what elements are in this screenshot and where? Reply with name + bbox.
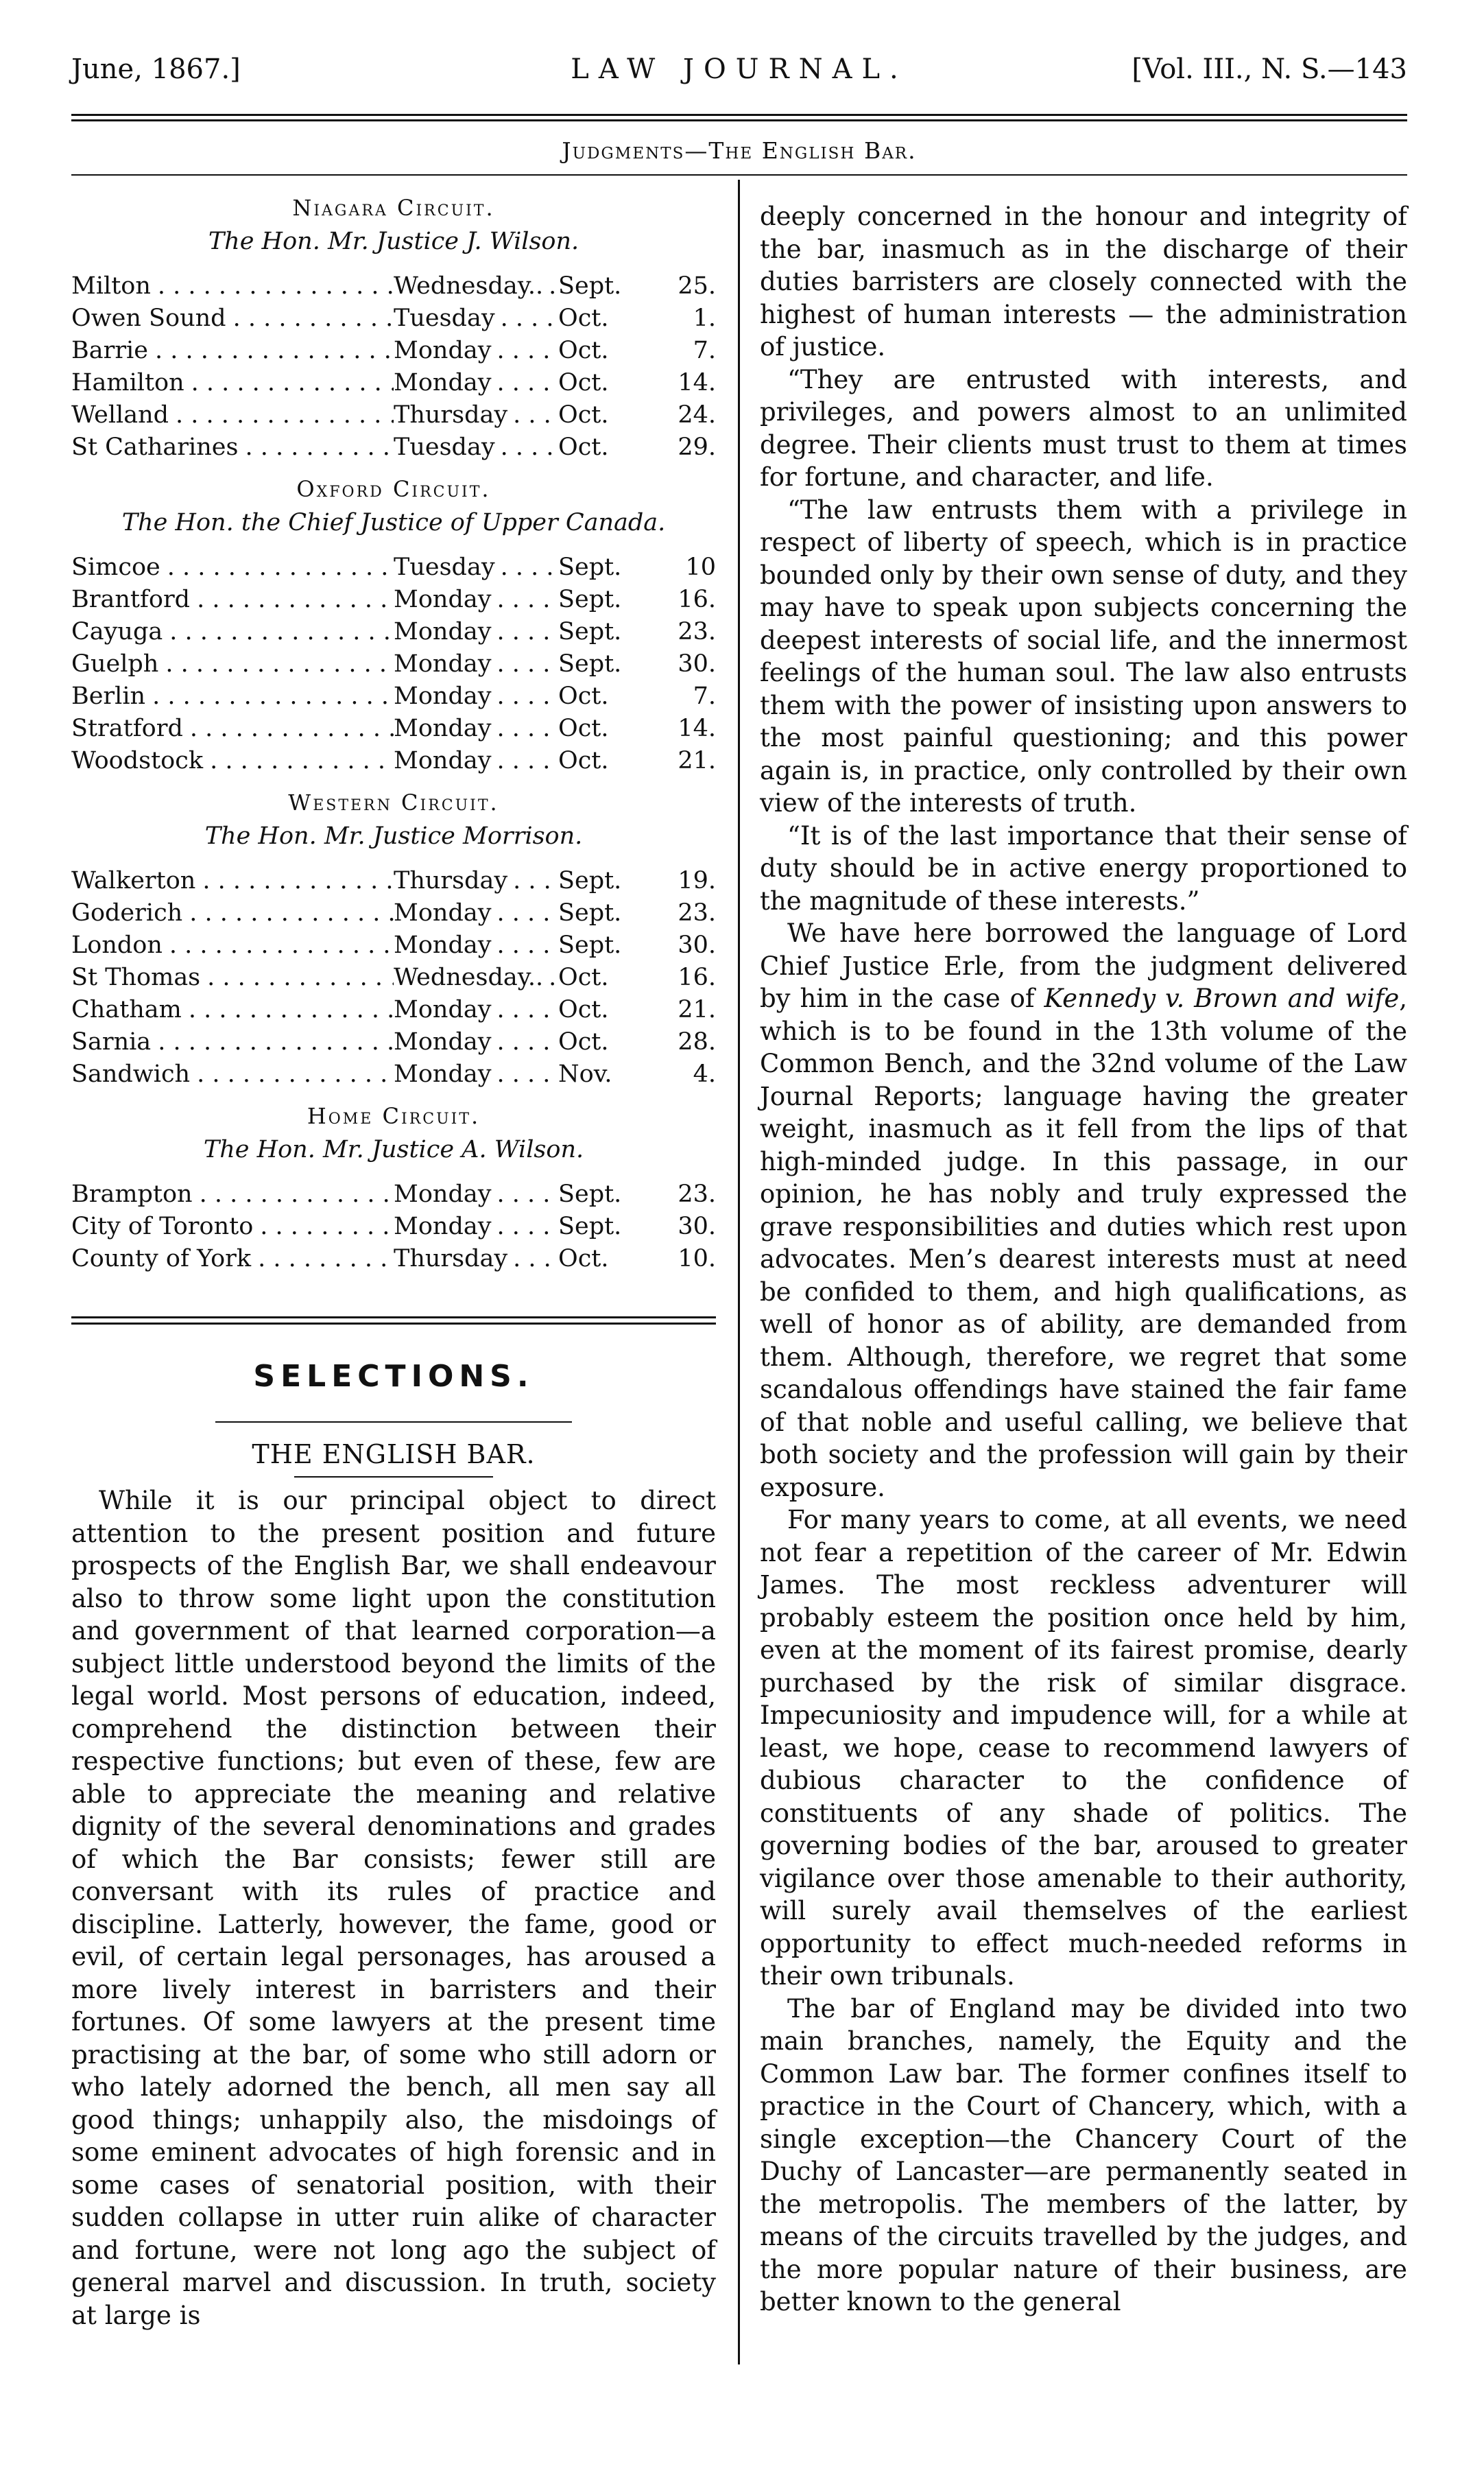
date: 16.	[678, 586, 716, 613]
separator-rule	[71, 1323, 716, 1325]
paragraph-text: We have here borrowed the language of Lord Chief Justice Erle, from the judgment delivered by him in the case of	[760, 918, 1407, 1013]
day: Monday	[394, 1213, 494, 1240]
month: Oct.	[558, 369, 609, 396]
section-head: Judgments—The English Bar.	[562, 137, 917, 164]
schedule-row	[71, 584, 716, 616]
article-paragraph: The bar of England may be divided into two main branches, namely, the Equity and the Common Law bar. The former confines itself to practice in the Court of Chancery, which, with a single exception—the Chancery Court of the Duchy of Lancaster—are permanently seated in the metropolis. The members of the latter, by means of the circuits travelled by the judges, and the more popular nature of their business, are better known to the general	[760, 1993, 1407, 2316]
running-head	[71, 48, 1407, 89]
place: Goderich	[71, 899, 185, 927]
schedule-row	[71, 1178, 716, 1211]
circuit-title: Western Circuit.	[288, 790, 499, 816]
paragraph-text: , which is to be found in the 13th volume of the Common Bench, and the 32nd volume of the Law Journal Reports; language having the greater weight, inasmuch as it fell from the lips of that high-minded judge. In this passage, in our opinion, he has nobly and truly expressed the grave responsibilities and duties which rest upon advocates. Men’s dearest interests must at need be confided to them, and high qualifications, as well of honor as of ability, are demanded from them. Although, therefore, we regret that some scandalous offendings have stained the fair fame of that noble and useful calling, we believe that both society and the profession will gain by their exposure.	[760, 984, 1408, 1502]
day: Monday	[394, 650, 494, 678]
date: 7.	[693, 337, 716, 364]
circuit-niagara	[71, 195, 716, 464]
header-rule	[71, 114, 1407, 116]
schedule-table	[71, 1178, 716, 1275]
place: Cayuga	[71, 618, 165, 645]
place: Sarnia	[71, 1028, 154, 1056]
day: Monday	[394, 586, 494, 613]
quotation-paragraph: “The law entrusts them with a privilege in respect of liberty of speech, which is in practice bounded only by their own sense of duty, and they may have to speak upon subjects concerning the deepest interests of social life, and the innermost feelings of the human soul. The law also entrusts them with the power of insisting upon answers to the most painful questioning; and this power again is, in practice, only controlled by their own view of the interests of truth.	[760, 495, 1407, 818]
date: 25.	[678, 272, 716, 300]
month: Oct.	[558, 683, 609, 710]
schedule-row	[71, 367, 716, 399]
schedule-row	[71, 897, 716, 929]
date: 29.	[678, 434, 716, 461]
separator-rule	[71, 1316, 716, 1318]
date: 21.	[678, 996, 716, 1023]
schedule-row	[71, 648, 716, 680]
month: Oct.	[558, 747, 609, 774]
circuit-judge: The Hon. Mr. Justice Morrison.	[204, 822, 583, 850]
place: Stratford	[71, 715, 186, 742]
month: Oct.	[558, 1028, 609, 1056]
day: Thursday	[394, 401, 510, 429]
schedule-row	[71, 1058, 716, 1091]
place: Woodstock	[71, 747, 206, 774]
month: Oct.	[558, 715, 609, 742]
day: Monday	[394, 932, 494, 959]
section-rule	[71, 174, 1407, 176]
month: Sept.	[558, 1213, 622, 1240]
day: Monday	[394, 715, 494, 742]
place: Hamilton	[71, 369, 187, 396]
date: 1.	[693, 305, 716, 332]
place: Simcoe	[71, 554, 163, 581]
month: Sept.	[558, 1181, 622, 1208]
day: Monday	[394, 899, 494, 927]
month: Sept.	[558, 867, 622, 894]
month: Sept.	[558, 932, 622, 959]
place: Berlin	[71, 683, 148, 710]
circuit-home	[71, 1103, 716, 1275]
circuit-western	[71, 790, 716, 1091]
month: Oct.	[558, 305, 609, 332]
quotation-paragraph: “They are entrusted with interests, and privileges, and powers almost to an unlimited degree. Their clients must trust to them at times for fortune, and character, and life.	[760, 364, 1407, 492]
schedule-table	[71, 270, 716, 464]
month: Sept.	[558, 554, 622, 581]
selections-heading: SELECTIONS.	[253, 1359, 534, 1394]
schedule-row	[71, 962, 716, 994]
date: 28.	[678, 1028, 716, 1056]
case-citation: Kennedy v. Brown and wife	[1044, 984, 1400, 1013]
month: Sept.	[558, 586, 622, 613]
month: Oct.	[558, 996, 609, 1023]
date: 4.	[693, 1060, 716, 1088]
article-paragraph: For many years to come, at all events, we need not fear a repetition of the career of Mr. Edwin James. The most reckless adventurer will probably esteem the position once held by him, even at the moment of its fairest promise, dearly purchased by the risk of similar disgrace. Impecuniosity and impudence will, for a while at least, we hope, cease to recommend lawyers of dubious character to the confidence of constituents of any shade of politics. The governing bodies of the bar, aroused to greater vigilance over those amenable to their authority, will surely avail themselves of the earliest opportunity to effect much-needed reforms in their own tribunals.	[760, 1505, 1407, 1991]
schedule-row	[71, 745, 716, 777]
schedule-row	[71, 994, 716, 1026]
day: Tuesday	[394, 554, 498, 581]
date: 23.	[678, 1181, 716, 1208]
date: 23.	[678, 618, 716, 645]
day: Thursday	[394, 1245, 510, 1272]
volume-page: [Vol. III., N. S.—143	[1132, 54, 1407, 85]
circuit-judge: The Hon. the Chief Justice of Upper Canada.	[121, 509, 666, 536]
schedule-table	[71, 865, 716, 1091]
article-paragraph: deeply concerned in the honour and integrity of the bar, inasmuch as in the discharge of their duties barristers are closely connected with the highest of human interests — the administration of justice.	[760, 202, 1407, 361]
place: Brampton	[71, 1181, 195, 1208]
circuit-title: Oxford Circuit.	[296, 476, 491, 502]
circuit-title: Home Circuit.	[307, 1103, 481, 1129]
month: Nov.	[558, 1060, 612, 1088]
month: Sept.	[558, 618, 622, 645]
section-separator	[71, 1316, 716, 1325]
day: Monday	[394, 683, 494, 710]
month: Oct.	[558, 434, 609, 461]
day: Monday	[394, 618, 494, 645]
schedule-row	[71, 865, 716, 897]
day: Monday	[394, 1181, 494, 1208]
schedule-row	[71, 680, 716, 713]
schedule-table	[71, 552, 716, 777]
circuit-title: Niagara Circuit.	[292, 195, 495, 221]
schedule-row	[71, 270, 716, 303]
article-title: THE ENGLISH BAR.	[252, 1439, 536, 1469]
place: Guelph	[71, 650, 161, 678]
day: Monday	[394, 337, 494, 364]
schedule-row	[71, 303, 716, 335]
left-column	[71, 191, 716, 2332]
circuit-oxford	[71, 476, 716, 777]
date: 21.	[678, 747, 716, 774]
circuit-judge: The Hon. Mr. Justice J. Wilson.	[208, 228, 579, 255]
day: Monday	[394, 996, 494, 1023]
date: 14.	[678, 369, 716, 396]
day: Tuesday	[394, 434, 498, 461]
selections-rule	[215, 1421, 572, 1423]
schedule-row	[71, 431, 716, 464]
day: Monday	[394, 369, 494, 396]
schedule-row	[71, 552, 716, 584]
day: Monday	[394, 1028, 494, 1056]
month: Sept.	[558, 899, 622, 927]
place: Owen Sound	[71, 305, 229, 332]
place: Barrie	[71, 337, 151, 364]
quotation-paragraph: “It is of the last importance that their sense of duty should be in active energy proportioned to the magnitude of these interests.”	[760, 820, 1407, 916]
place: Sandwich	[71, 1060, 193, 1088]
date: 14.	[678, 715, 716, 742]
schedule-row	[71, 1211, 716, 1243]
day: Wednesday..	[394, 272, 546, 300]
column-divider	[738, 180, 740, 2364]
schedule-row	[71, 1026, 716, 1058]
schedule-row	[71, 335, 716, 367]
month: Oct.	[558, 401, 609, 429]
day: Monday	[394, 1060, 494, 1088]
place: St Catharines	[71, 434, 241, 461]
date: 30.	[678, 1213, 716, 1240]
month: Oct.	[558, 337, 609, 364]
date: 19.	[678, 867, 716, 894]
schedule-row	[71, 929, 716, 962]
header-rule	[71, 119, 1407, 121]
place: Welland	[71, 401, 171, 429]
place: St Thomas	[71, 964, 203, 991]
month: Sept.	[558, 650, 622, 678]
date: 10	[685, 554, 716, 581]
place: Chatham	[71, 996, 184, 1023]
day: Monday	[394, 747, 494, 774]
day: Thursday	[394, 867, 510, 894]
date: 10.	[678, 1245, 716, 1272]
date: 16.	[678, 964, 716, 991]
circuit-judge: The Hon. Mr. Justice A. Wilson.	[203, 1136, 584, 1163]
date: 30.	[678, 932, 716, 959]
date: 24.	[678, 401, 716, 429]
month: Sept.	[558, 272, 622, 300]
month: Oct.	[558, 964, 609, 991]
schedule-row	[71, 399, 716, 431]
journal-title: LAW JOURNAL.	[571, 54, 908, 85]
place: Walkerton	[71, 867, 198, 894]
place: City of Toronto	[71, 1213, 256, 1240]
article-paragraph: While it is our principal object to direct attention to the present position and future prospects of the English Bar, we shall endeavour also to throw some light upon the constitution and government of that learned corporation—a subject little understood beyond the limits of the legal world. Most persons of education, indeed, comprehend the distinction between their respective functions; but even of these, few are able to appreciate the meaning and relative dignity of the several denominations and grades of which the Bar consists; fewer still are conversant with its rules of practice and discipline. Latterly, however, the fame, good or evil, of certain legal personages, has aroused a more lively interest in barristers and their fortunes. Of some lawyers at the present time practising at the bar, of some who still adorn or who lately adorned the bench, all men say all good things; unhappily also, the misdoings of some eminent advocates of high forensic and in some cases of senatorial position, with their sudden collapse in utter ruin alike of character and fortune, were not long ago the subject of general marvel and discussion. In truth, society at large is	[71, 1486, 716, 2330]
schedule-row	[71, 1243, 716, 1275]
place: County of York	[71, 1245, 254, 1272]
place: London	[71, 932, 165, 959]
date: 30.	[678, 650, 716, 678]
schedule-row	[71, 713, 716, 745]
date: 23.	[678, 899, 716, 927]
place: Milton	[71, 272, 154, 300]
article-rule	[294, 1476, 493, 1478]
article-paragraph	[760, 917, 1407, 1504]
day: Tuesday	[394, 305, 498, 332]
schedule-row	[71, 616, 716, 648]
month: Oct.	[558, 1245, 609, 1272]
day: Wednesday..	[394, 964, 546, 991]
issue-date: June, 1867.]	[71, 54, 241, 85]
right-column	[760, 200, 1407, 2319]
date: 7.	[693, 683, 716, 710]
place: Brantford	[71, 586, 193, 613]
